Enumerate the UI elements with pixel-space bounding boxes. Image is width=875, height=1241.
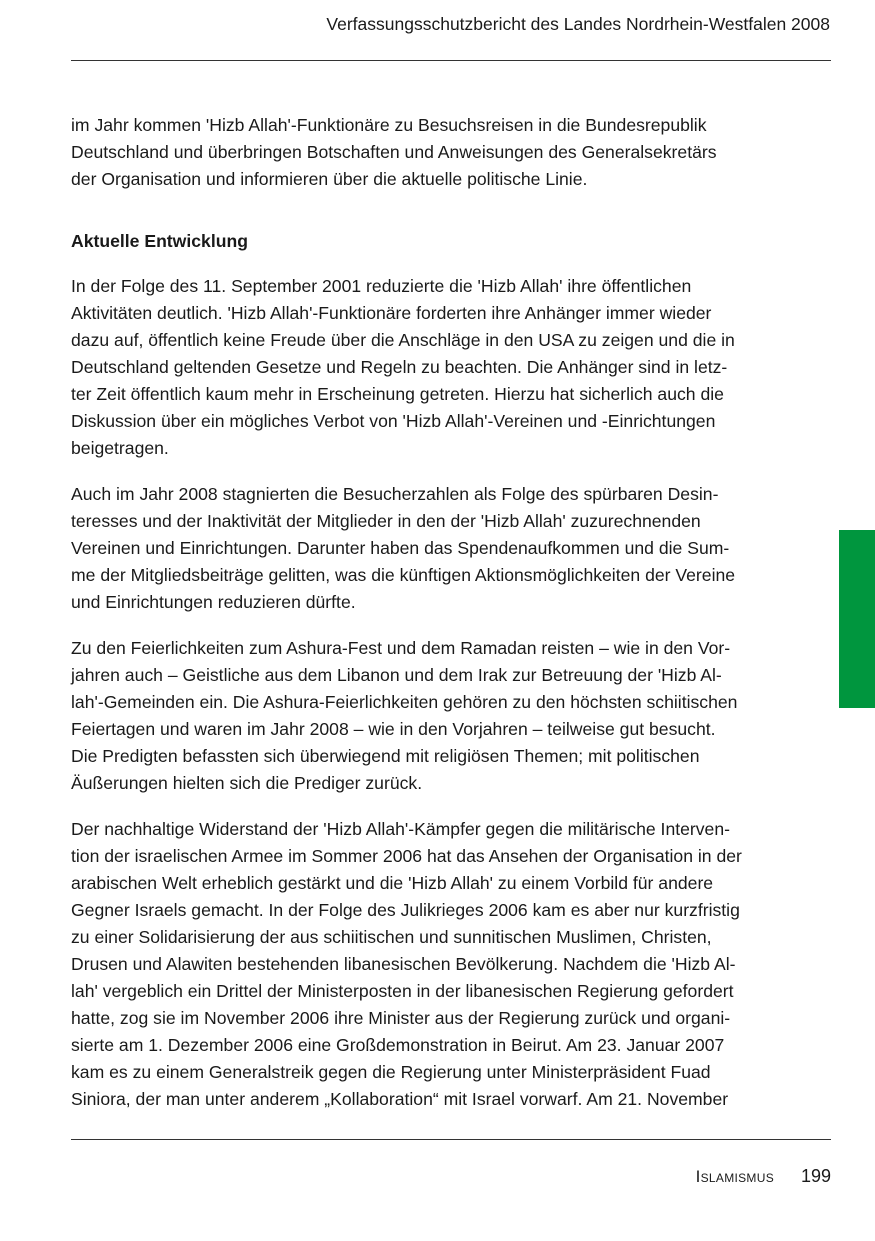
paragraph-3 — [71, 481, 801, 616]
text-line: Auch im Jahr 2008 stagnierten die Besucherzahlen als Folge des spürbaren Desin- — [71, 484, 719, 504]
text-line: Deutschland geltenden Gesetze und Regeln zu beachten. Die Anhänger sind in letz- — [71, 357, 728, 377]
section-heading: Aktuelle Entwicklung — [71, 231, 248, 251]
text-line: der Organisation und informieren über die aktuelle politische Linie. — [71, 169, 588, 189]
text-line: arabischen Welt erheblich gestärkt und die 'Hizb Allah' zu einem Vorbild für andere — [71, 873, 714, 893]
paragraph-1 — [71, 112, 801, 193]
text-line: Äußerungen hielten sich die Prediger zurück. — [71, 773, 423, 793]
page-number: 199 — [800, 1166, 831, 1186]
text-line: tion der israelischen Armee im Sommer 2006 hat das Ansehen der Organisation in der — [71, 846, 742, 866]
text-line: Vereinen und Einrichtungen. Darunter haben das Spendenaufkommen und die Sum- — [71, 538, 730, 558]
text-line: Feiertagen und waren im Jahr 2008 – wie in den Vorjahren – teilweise gut besucht. — [71, 719, 716, 739]
text-line: kam es zu einem Generalstreik gegen die Regierung unter Ministerpräsident Fuad — [71, 1062, 711, 1082]
running-header-title: Verfassungsschutzbericht des Landes Nordrhein-Westfalen 2008 — [326, 14, 830, 34]
header-rule — [71, 60, 831, 61]
footer-rule — [71, 1139, 831, 1140]
text-line: im Jahr kommen 'Hizb Allah'-Funktionäre zu Besuchsreisen in die Bundesrepublik — [71, 115, 707, 135]
text-line: zu einer Solidarisierung der aus schiitischen und sunnitischen Muslimen, Christen, — [71, 927, 712, 947]
text-line: Zu den Feierlichkeiten zum Ashura-Fest und dem Ramadan reisten – wie in den Vor- — [71, 638, 731, 658]
text-line: Diskussion über ein mögliches Verbot von 'Hizb Allah'-Vereinen und -Einrichtungen — [71, 411, 716, 431]
text-line: Gegner Israels gemacht. In der Folge des Julikrieges 2006 kam es aber nur kurzfristig — [71, 900, 740, 920]
text-line: dazu auf, öffentlich keine Freude über die Anschläge in den USA zu zeigen und die in — [71, 330, 735, 350]
page-body — [71, 112, 801, 1132]
text-line: me der Mitgliedsbeiträge gelitten, was die künftigen Aktionsmöglichkeiten der Vereine — [71, 565, 736, 585]
text-line: lah' vergeblich ein Drittel der Ministerposten in der libanesischen Regierung gefordert — [71, 981, 734, 1001]
text-line: sierte am 1. Dezember 2006 eine Großdemonstration in Beirut. Am 23. Januar 2007 — [71, 1035, 725, 1055]
text-line: beigetragen. — [71, 438, 169, 458]
text-line: ter Zeit öffentlich kaum mehr in Erscheinung getreten. Hierzu hat sicherlich auch die — [71, 384, 724, 404]
paragraph-4 — [71, 635, 801, 797]
text-line: und Einrichtungen reduzieren dürfte. — [71, 592, 356, 612]
text-line: Drusen und Alawiten bestehenden libanesischen Bevölkerung. Nachdem die 'Hizb Al- — [71, 954, 736, 974]
text-line: jahren auch – Geistliche aus dem Libanon und dem Irak zur Betreuung der 'Hizb Al- — [71, 665, 722, 685]
chapter-side-tab — [839, 530, 875, 708]
footer-section-label: Islamismus — [695, 1167, 774, 1186]
paragraph-2 — [71, 273, 801, 462]
text-line: In der Folge des 11. September 2001 reduzierte die 'Hizb Allah' ihre öffentlichen — [71, 276, 692, 296]
text-line: Der nachhaltige Widerstand der 'Hizb Allah'-Kämpfer gegen die militärische Interven- — [71, 819, 730, 839]
text-line: Die Predigten befassten sich überwiegend mit religiösen Themen; mit politischen — [71, 746, 700, 766]
text-line: lah'-Gemeinden ein. Die Ashura-Feierlichkeiten gehören zu den höchsten schiitischen — [71, 692, 738, 712]
paragraph-5 — [71, 816, 801, 1113]
text-line: teresses und der Inaktivität der Mitglieder in den der 'Hizb Allah' zuzurechnenden — [71, 511, 701, 531]
text-line: Siniora, der man unter anderem „Kollaboration“ mit Israel vorwarf. Am 21. November — [71, 1089, 729, 1109]
text-line: Aktivitäten deutlich. 'Hizb Allah'-Funktionäre forderten ihre Anhänger immer wieder — [71, 303, 712, 323]
text-line: hatte, zog sie im November 2006 ihre Minister aus der Regierung zurück und organi- — [71, 1008, 731, 1028]
text-line: Deutschland und überbringen Botschaften und Anweisungen des Generalsekretärs — [71, 142, 717, 162]
